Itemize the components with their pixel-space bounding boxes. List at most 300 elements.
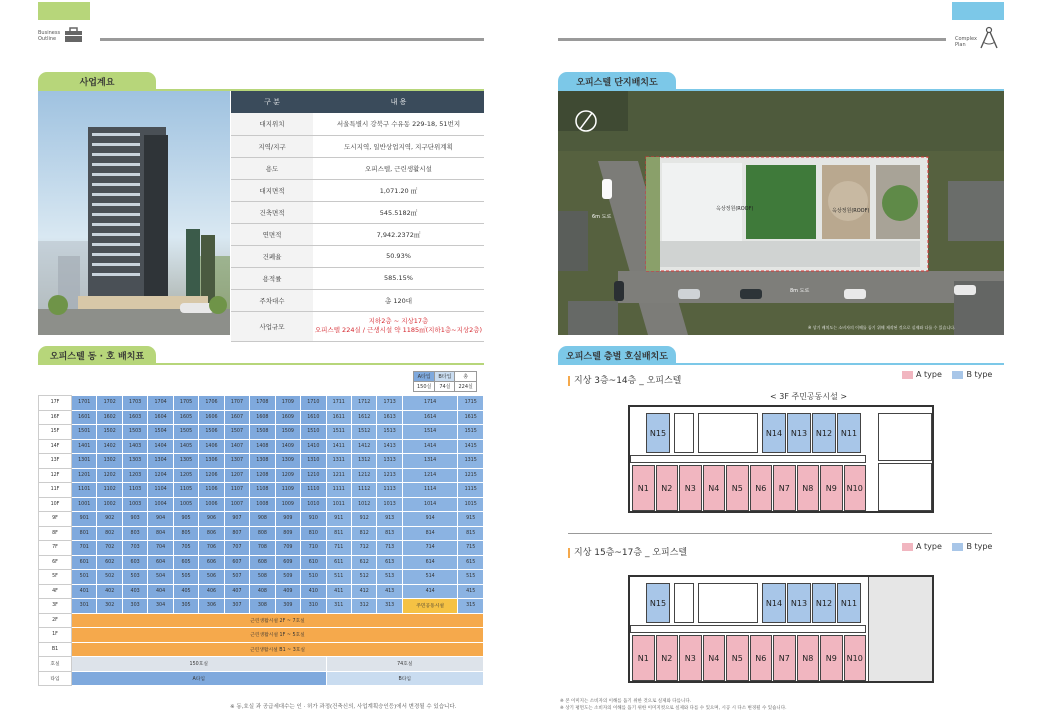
right-header-line bbox=[558, 38, 946, 41]
unit-cell: 1512 bbox=[351, 425, 376, 440]
unit-cell: 313 bbox=[377, 599, 402, 614]
left-header-label-line1: Business bbox=[38, 30, 61, 36]
unit-cell: 412 bbox=[351, 584, 376, 599]
unit-bottom: N10 bbox=[844, 465, 867, 511]
unit-cell: 1608 bbox=[250, 410, 275, 425]
floor-label: 9F bbox=[39, 512, 72, 527]
unit-cell: 709 bbox=[275, 541, 300, 556]
left-header-label bbox=[38, 30, 60, 42]
unit-cell: 1714 bbox=[402, 396, 458, 411]
overview-row bbox=[231, 245, 484, 267]
unit-cell: 1115 bbox=[458, 483, 484, 498]
unit-cell: 1610 bbox=[301, 410, 326, 425]
unit-cell: 909 bbox=[275, 512, 300, 527]
unit-cell: 614 bbox=[402, 555, 458, 570]
unit-grid bbox=[38, 395, 484, 686]
commercial-cell: 근린생활시설 2F ~ 7호실 bbox=[72, 613, 484, 628]
floor-plans-note2: ※ 상기 평면도는 소비자의 이해를 돕기 위한 이미지컷으로 실제와 다를 수 있으며, 시공 시 다소 변경될 수 있습니다. bbox=[560, 706, 787, 711]
legend-a-swatch bbox=[902, 543, 913, 551]
floor-plans-underline bbox=[558, 363, 1004, 365]
right-header-label-line2: Plan bbox=[955, 42, 966, 48]
unit-cell: 608 bbox=[250, 555, 275, 570]
unit-cell: 807 bbox=[224, 526, 249, 541]
unit-cell: 1515 bbox=[458, 425, 484, 440]
overview-row-val: 7,942.2372㎡ bbox=[313, 223, 484, 245]
unit-grid-row bbox=[39, 468, 484, 483]
unit-cell: 1603 bbox=[122, 410, 147, 425]
unit-cell: 810 bbox=[301, 526, 326, 541]
unit-cell: 1503 bbox=[122, 425, 147, 440]
unit-cell: 1010 bbox=[301, 497, 326, 512]
unit-bottom: N2 bbox=[656, 635, 679, 681]
overview-title: 사업계요 bbox=[38, 72, 156, 90]
unit-cell: 514 bbox=[402, 570, 458, 585]
overview-row-key: 용적률 bbox=[231, 267, 313, 289]
unit-cell: 903 bbox=[122, 512, 147, 527]
unit-legend-val-a: 150실 bbox=[414, 382, 435, 392]
unit-cell: 1707 bbox=[224, 396, 249, 411]
plan1-title-text: 지상 3층~14층 _ 오피스텔 bbox=[574, 376, 682, 386]
unit-cell: 1013 bbox=[377, 497, 402, 512]
unit-cell: 505 bbox=[173, 570, 198, 585]
floor-label: 3F bbox=[39, 599, 72, 614]
unit-cell: 609 bbox=[275, 555, 300, 570]
unit-cell: 513 bbox=[377, 570, 402, 585]
unit-legend bbox=[413, 371, 477, 392]
unit-cell: 1709 bbox=[275, 396, 300, 411]
floor-label: 8F bbox=[39, 526, 72, 541]
unit-cell: 410 bbox=[301, 584, 326, 599]
unit-cell: 805 bbox=[173, 526, 198, 541]
unit-cell: 301 bbox=[72, 599, 97, 614]
plan2-title-marker bbox=[568, 548, 570, 558]
unit-cell: 1412 bbox=[351, 439, 376, 454]
right-top-tab bbox=[952, 2, 1004, 20]
unit-cell: 1004 bbox=[148, 497, 173, 512]
unit-cell: 1105 bbox=[173, 483, 198, 498]
unit-top: N14 bbox=[762, 583, 786, 623]
right-header-label bbox=[955, 36, 977, 48]
unit-cell: 506 bbox=[199, 570, 224, 585]
type-a-cell: A타입 bbox=[72, 671, 327, 686]
unit-cell: 1001 bbox=[72, 497, 97, 512]
unit-cell: 605 bbox=[173, 555, 198, 570]
unit-cell: 1701 bbox=[72, 396, 97, 411]
unit-cell: 1315 bbox=[458, 454, 484, 469]
unit-cell: 1511 bbox=[326, 425, 351, 440]
unit-cell: 712 bbox=[351, 541, 376, 556]
unit-cell: 710 bbox=[301, 541, 326, 556]
overview-row bbox=[231, 179, 484, 201]
unit-cell: 1303 bbox=[122, 454, 147, 469]
unit-cell: 702 bbox=[97, 541, 122, 556]
floor-label: 15F bbox=[39, 425, 72, 440]
unit-cell: 309 bbox=[275, 599, 300, 614]
unit-bottom: N8 bbox=[797, 635, 820, 681]
unit-cell: 1706 bbox=[199, 396, 224, 411]
unit-cell: 1513 bbox=[377, 425, 402, 440]
unit-cell: 1203 bbox=[122, 468, 147, 483]
site-plan-image bbox=[558, 91, 1004, 335]
unit-bottom: N1 bbox=[632, 635, 655, 681]
overview-row-val: 585.15% bbox=[313, 267, 484, 289]
unit-cell: 511 bbox=[326, 570, 351, 585]
unit-bottom: N3 bbox=[679, 465, 702, 511]
overview-scale-key: 사업규모 bbox=[231, 311, 313, 341]
unit-cell: 510 bbox=[301, 570, 326, 585]
unit-cell: 1710 bbox=[301, 396, 326, 411]
legend-b-label: B type bbox=[966, 542, 993, 551]
overview-row-val: 오피스텔, 근린생활시설 bbox=[313, 157, 484, 179]
unit-cell: 1415 bbox=[458, 439, 484, 454]
overview-scale-val bbox=[313, 311, 484, 341]
overview-row-key: 건폐율 bbox=[231, 245, 313, 267]
unit-cell: 1211 bbox=[326, 468, 351, 483]
unit-cell: 1111 bbox=[326, 483, 351, 498]
unit-cell: 1609 bbox=[275, 410, 300, 425]
unit-cell: 806 bbox=[199, 526, 224, 541]
unit-cell: 1611 bbox=[326, 410, 351, 425]
unit-cell: 1113 bbox=[377, 483, 402, 498]
unit-cell: 1507 bbox=[224, 425, 249, 440]
overview-row bbox=[231, 311, 484, 341]
unit-cell: 1509 bbox=[275, 425, 300, 440]
unit-cell: 1404 bbox=[148, 439, 173, 454]
overview-row-key: 지역/지구 bbox=[231, 135, 313, 157]
unit-cell: 1305 bbox=[173, 454, 198, 469]
unit-bottom: N7 bbox=[773, 635, 796, 681]
building-render bbox=[38, 91, 230, 335]
overview-row bbox=[231, 157, 484, 179]
unit-cell: 1202 bbox=[97, 468, 122, 483]
floor-plans-notes bbox=[560, 698, 787, 712]
floor-label: 7F bbox=[39, 541, 72, 556]
unit-cell: 1012 bbox=[351, 497, 376, 512]
unit-cell: 1214 bbox=[402, 468, 458, 483]
unit-cell: 1201 bbox=[72, 468, 97, 483]
floor-label: B1 bbox=[39, 642, 72, 657]
unit-cell: 1101 bbox=[72, 483, 97, 498]
site-plan-road1: 8m 도로 bbox=[790, 288, 810, 294]
unit-cell: 1102 bbox=[97, 483, 122, 498]
unit-cell: 1308 bbox=[250, 454, 275, 469]
unit-bottom: N9 bbox=[820, 465, 843, 511]
unit-cell: 1107 bbox=[224, 483, 249, 498]
floor-plans-title: 오피스텔 층별 호실배치도 bbox=[558, 346, 676, 364]
unit-cell: 1006 bbox=[199, 497, 224, 512]
unit-cell: 1114 bbox=[402, 483, 458, 498]
unit-cell: 1002 bbox=[97, 497, 122, 512]
unit-cell: 308 bbox=[250, 599, 275, 614]
unit-cell: 811 bbox=[326, 526, 351, 541]
unit-grid-row bbox=[39, 396, 484, 411]
plan1-title-marker bbox=[568, 376, 570, 386]
plan1 bbox=[628, 405, 934, 513]
unit-cell: 306 bbox=[199, 599, 224, 614]
overview-scale-line1: 지하2층 ~ 지상17층 bbox=[368, 317, 429, 325]
unit-cell: 1108 bbox=[250, 483, 275, 498]
overview-row bbox=[231, 113, 484, 135]
unit-cell: 904 bbox=[148, 512, 173, 527]
unit-bottom: N5 bbox=[726, 635, 749, 681]
unit-cell: 1715 bbox=[458, 396, 484, 411]
floor-label: 11F bbox=[39, 483, 72, 498]
site-plan-title: 오피스텔 단지배치도 bbox=[558, 72, 676, 90]
overview-row-key: 주차대수 bbox=[231, 289, 313, 311]
left-header-line bbox=[100, 38, 484, 41]
floor-label: 1F bbox=[39, 628, 72, 643]
unit-cell: 1704 bbox=[148, 396, 173, 411]
stair bbox=[878, 463, 932, 511]
overview-row-key: 대지면적 bbox=[231, 179, 313, 201]
unit-bottom: N9 bbox=[820, 635, 843, 681]
overview-row bbox=[231, 201, 484, 223]
unit-cell: 613 bbox=[377, 555, 402, 570]
unit-cell: 1407 bbox=[224, 439, 249, 454]
unit-cell: 406 bbox=[199, 584, 224, 599]
floor-label: 5F bbox=[39, 570, 72, 585]
commercial-row bbox=[39, 613, 484, 628]
unit-cell: 1501 bbox=[72, 425, 97, 440]
unit-table-underline bbox=[38, 363, 484, 365]
legend-a-swatch bbox=[902, 371, 913, 379]
overview-row bbox=[231, 223, 484, 245]
unit-bottom: N4 bbox=[703, 635, 726, 681]
unit-cell: 401 bbox=[72, 584, 97, 599]
unit-cell: 1312 bbox=[351, 454, 376, 469]
left-header-label-line2: Outline bbox=[38, 36, 57, 42]
floor-label: 14F bbox=[39, 439, 72, 454]
unit-cell: 408 bbox=[250, 584, 275, 599]
overview-scale-line2: 오피스텔 224실 / 근생시설 약 1185㎡(지하1층~지상2층) bbox=[314, 326, 483, 334]
unit-cell: 703 bbox=[122, 541, 147, 556]
unit-cell: 910 bbox=[301, 512, 326, 527]
unit-cell: 1505 bbox=[173, 425, 198, 440]
floor-plans-note1: ※ 본 이미지는 소비자의 이해를 돕기 위한 것으로 실제와 다를니다. bbox=[560, 699, 692, 704]
unit-bottom: N2 bbox=[656, 465, 679, 511]
unit-cell: 310 bbox=[301, 599, 326, 614]
plan2-title-text: 지상 15층~17층 _ 오피스텔 bbox=[574, 548, 688, 558]
unit-cell: 905 bbox=[173, 512, 198, 527]
unit-cell: 1003 bbox=[122, 497, 147, 512]
unit-cell: 512 bbox=[351, 570, 376, 585]
unit-cell: 1604 bbox=[148, 410, 173, 425]
overview-row-key: 연면적 bbox=[231, 223, 313, 245]
unit-bottom: N5 bbox=[726, 465, 749, 511]
unit-cell: 1413 bbox=[377, 439, 402, 454]
floor-label: 16F bbox=[39, 410, 72, 425]
unit-legend-head-b: B타입 bbox=[435, 372, 455, 382]
unit-top: N15 bbox=[646, 583, 670, 623]
briefcase-icon bbox=[64, 26, 84, 44]
type-label: 타입 bbox=[39, 671, 72, 686]
unit-cell: 402 bbox=[97, 584, 122, 599]
left-top-tab bbox=[38, 2, 90, 20]
unit-cell: 1504 bbox=[148, 425, 173, 440]
unit-cell: 1502 bbox=[97, 425, 122, 440]
unit-cell: 610 bbox=[301, 555, 326, 570]
commercial-cell: 근린생활시설 1F ~ 5호실 bbox=[72, 628, 484, 643]
unit-cell: 1109 bbox=[275, 483, 300, 498]
unit-cell: 1414 bbox=[402, 439, 458, 454]
unit-cell: 711 bbox=[326, 541, 351, 556]
unit-cell: 1601 bbox=[72, 410, 97, 425]
unit-cell: 305 bbox=[173, 599, 198, 614]
unit-cell: 815 bbox=[458, 526, 484, 541]
unit-cell: 914 bbox=[402, 512, 458, 527]
unit-cell: 508 bbox=[250, 570, 275, 585]
unit-cell: 701 bbox=[72, 541, 97, 556]
site-plan-road2: 6m 도로 bbox=[592, 214, 612, 220]
unit-cell: 405 bbox=[173, 584, 198, 599]
compass-icon bbox=[978, 26, 1000, 50]
unit-cell: 901 bbox=[72, 512, 97, 527]
unit-cell: 809 bbox=[275, 526, 300, 541]
type-row bbox=[39, 671, 484, 686]
legend-a-label: A type bbox=[916, 542, 942, 551]
unit-cell: 1605 bbox=[173, 410, 198, 425]
unit-cell: 1011 bbox=[326, 497, 351, 512]
unit-cell: 1708 bbox=[250, 396, 275, 411]
unit-grid-row bbox=[39, 526, 484, 541]
unit-cell: 1304 bbox=[148, 454, 173, 469]
unit-cell: 912 bbox=[351, 512, 376, 527]
count-a-cell: 150호실 bbox=[72, 657, 327, 672]
core bbox=[698, 583, 758, 623]
unit-cell: 1403 bbox=[122, 439, 147, 454]
unit-cell: 611 bbox=[326, 555, 351, 570]
unit-bottom: N10 bbox=[844, 635, 867, 681]
unit-cell: 1607 bbox=[224, 410, 249, 425]
unit-cell: 403 bbox=[122, 584, 147, 599]
unit-cell: 1510 bbox=[301, 425, 326, 440]
unit-cell: 812 bbox=[351, 526, 376, 541]
unit-cell: 503 bbox=[122, 570, 147, 585]
unit-cell: 1309 bbox=[275, 454, 300, 469]
core bbox=[674, 583, 694, 623]
unit-cell: 908 bbox=[250, 512, 275, 527]
core bbox=[674, 413, 694, 453]
unit-cell: 307 bbox=[224, 599, 249, 614]
unit-cell: 502 bbox=[97, 570, 122, 585]
unit-cell: 1314 bbox=[402, 454, 458, 469]
unit-cell: 1514 bbox=[402, 425, 458, 440]
unit-cell: 603 bbox=[122, 555, 147, 570]
unit-cell: 915 bbox=[458, 512, 484, 527]
unit-grid-row bbox=[39, 497, 484, 512]
unit-cell: 304 bbox=[148, 599, 173, 614]
unit-cell: 409 bbox=[275, 584, 300, 599]
plan-divider bbox=[568, 533, 992, 534]
unit-cell: 1014 bbox=[402, 497, 458, 512]
overview-table bbox=[231, 91, 484, 342]
shared-facility-label: < 3F 주민공동시설 > bbox=[770, 392, 848, 401]
unit-cell: 902 bbox=[97, 512, 122, 527]
count-b-cell: 74호실 bbox=[326, 657, 483, 672]
unit-grid-row bbox=[39, 555, 484, 570]
unit-cell: 802 bbox=[97, 526, 122, 541]
unit-cell: 1015 bbox=[458, 497, 484, 512]
unit-cell: 707 bbox=[224, 541, 249, 556]
unit-cell: 708 bbox=[250, 541, 275, 556]
corridor bbox=[630, 455, 866, 463]
unit-cell: 713 bbox=[377, 541, 402, 556]
floor-label: 10F bbox=[39, 497, 72, 512]
unit-cell: 312 bbox=[351, 599, 376, 614]
unit-cell: 504 bbox=[148, 570, 173, 585]
unit-cell: 414 bbox=[402, 584, 458, 599]
unit-cell: 612 bbox=[351, 555, 376, 570]
commercial-cell: 근린생활시설 B1 ~ 3호실 bbox=[72, 642, 484, 657]
unit-cell: 1408 bbox=[250, 439, 275, 454]
overview-row-val: 1,071.20 ㎡ bbox=[313, 179, 484, 201]
unit-grid-row bbox=[39, 584, 484, 599]
right-header-label-line1: Complex bbox=[955, 36, 977, 42]
overview-row bbox=[231, 267, 484, 289]
overview-row-val: 총 120대 bbox=[313, 289, 484, 311]
unit-cell: 1401 bbox=[72, 439, 97, 454]
legend-b-label: B type bbox=[966, 370, 993, 379]
unit-cell: 1205 bbox=[173, 468, 198, 483]
unit-cell: 1602 bbox=[97, 410, 122, 425]
unit-grid-row bbox=[39, 483, 484, 498]
unit-cell: 1613 bbox=[377, 410, 402, 425]
unit-cell: 706 bbox=[199, 541, 224, 556]
unit-cell: 1508 bbox=[250, 425, 275, 440]
stair bbox=[878, 413, 932, 461]
unit-bottom: N6 bbox=[750, 465, 773, 511]
unit-cell: 1009 bbox=[275, 497, 300, 512]
unit-top: N12 bbox=[812, 413, 836, 453]
unit-cell: 906 bbox=[199, 512, 224, 527]
unit-cell: 801 bbox=[72, 526, 97, 541]
unit-bottom: N6 bbox=[750, 635, 773, 681]
unit-cell: 1712 bbox=[351, 396, 376, 411]
unit-cell: 1104 bbox=[148, 483, 173, 498]
unit-cell: 607 bbox=[224, 555, 249, 570]
floor-label: 2F bbox=[39, 613, 72, 628]
unit-cell: 808 bbox=[250, 526, 275, 541]
overview-head-val: 내 용 bbox=[313, 91, 484, 113]
unit-bottom: N3 bbox=[679, 635, 702, 681]
unit-cell: 1112 bbox=[351, 483, 376, 498]
unit-cell: 1711 bbox=[326, 396, 351, 411]
count-label: 호실 bbox=[39, 657, 72, 672]
unit-cell: 913 bbox=[377, 512, 402, 527]
unit-cell: 602 bbox=[97, 555, 122, 570]
unit-top: N12 bbox=[812, 583, 836, 623]
overview-row-val: 서울특별시 강북구 수유동 229-18, 51번지 bbox=[313, 113, 484, 135]
unit-cell: 804 bbox=[148, 526, 173, 541]
unit-grid-row bbox=[39, 512, 484, 527]
unit-cell: 1405 bbox=[173, 439, 198, 454]
unit-legend-head-total: 총 bbox=[455, 372, 476, 382]
floor-label: 6F bbox=[39, 555, 72, 570]
legend-b-swatch bbox=[952, 371, 963, 379]
plan2 bbox=[628, 575, 934, 683]
unit-cell: 604 bbox=[148, 555, 173, 570]
unit-bottom: N1 bbox=[632, 465, 655, 511]
unit-bottom: N7 bbox=[773, 465, 796, 511]
unit-grid-row bbox=[39, 439, 484, 454]
unit-cell: 715 bbox=[458, 541, 484, 556]
overview-row-val: 50.93% bbox=[313, 245, 484, 267]
unit-top: N13 bbox=[787, 583, 811, 623]
unit-cell: 1402 bbox=[97, 439, 122, 454]
unit-cell: 1206 bbox=[199, 468, 224, 483]
unit-top: N13 bbox=[787, 413, 811, 453]
unit-cell: 1207 bbox=[224, 468, 249, 483]
